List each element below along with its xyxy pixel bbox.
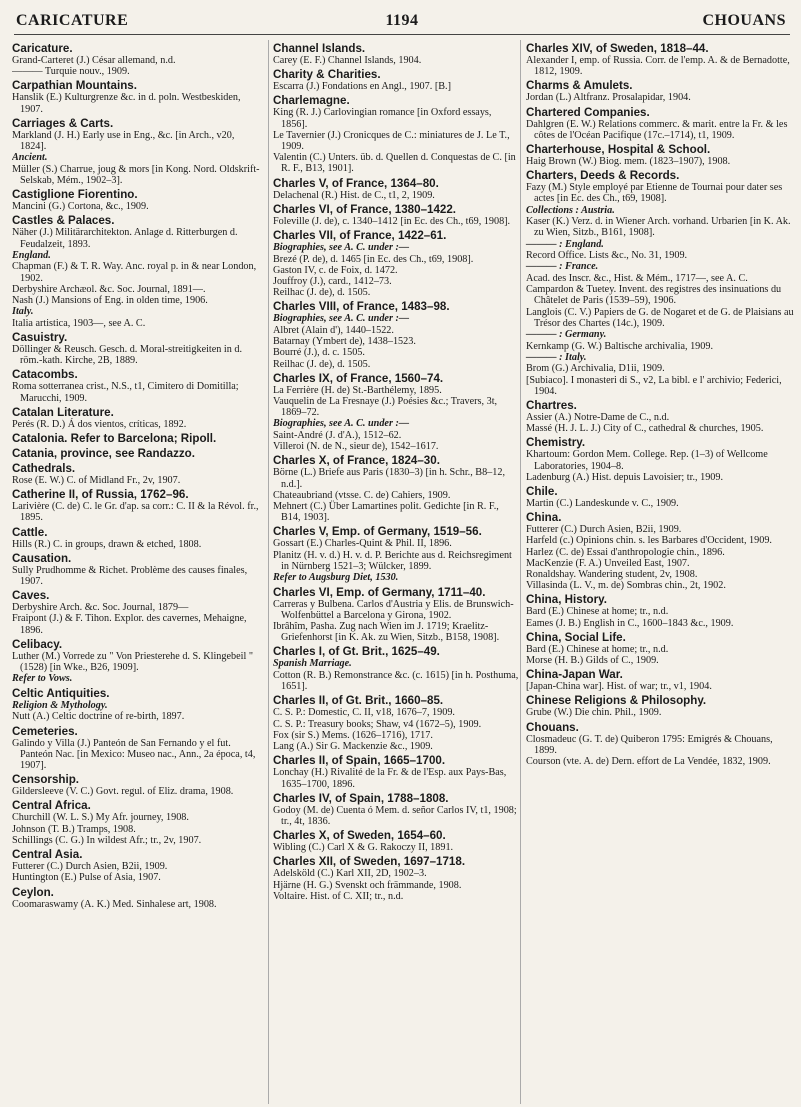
subheading: Ancient. [12, 152, 48, 164]
subheading: Biographies, see A. C. under :— [273, 313, 410, 325]
index-entry: Saint-André (J. d'A.), 1512–62. [273, 430, 402, 442]
index-entry: Eames (J. B.) English in C., 1600–1843 &c., 1909. [526, 617, 734, 629]
subject-heading: Catalan Literature. [12, 405, 114, 419]
subject-heading: Charles X, of France, 1824–30. [273, 454, 440, 468]
index-entry: Kernkamp (G. W.) Baltische archivalia, 1909. [526, 340, 713, 352]
index-column-2 [268, 40, 519, 1104]
index-entry: Huntington (E.) Pulse of Asia, 1907. [12, 872, 161, 884]
subject-heading: China-Japan War. [526, 668, 623, 682]
index-entry: Foleville (J. de), c. 1340–1412 [in Ec. des Ch., t69, 1908]. [273, 215, 511, 227]
index-entry: Müller (S.) Charrue, joug & mors [in Kong. Nord. Oldskrift-Selskab, Mém., 1902–3]. [12, 163, 260, 187]
index-entry: Delachenal (R.) Hist. de C., t1, 2, 1909. [273, 189, 435, 201]
index-entry: Gaston IV, c. de Foix, d. 1472. [273, 264, 398, 276]
subject-heading: Charles VIII, of France, 1483–98. [273, 300, 450, 314]
subject-heading: Charters, Deeds & Records. [526, 169, 680, 183]
index-entry: Harfeld (c.) Opinions chin. s. les Barbares d'Occident, 1909. [526, 535, 772, 547]
subject-heading: Channel Islands. [273, 42, 366, 55]
subject-heading: Casuistry. [12, 331, 68, 345]
index-entry: Ronaldshay. Wandering student, 2v, 1908. [526, 569, 698, 581]
subject-heading: China, History. [526, 593, 607, 607]
index-entry: Futterer (C.) Durch Asien, B2ii, 1909. [12, 861, 168, 873]
index-entry: Lonchay (H.) Rivalité de la Fr. & de l'Esp. aux Pays-Bas, 1635–1700, 1896. [273, 767, 507, 790]
index-entry: Planitz (H. v. d.) H. v. d. P. Berichte aus d. Reichsregiment in Nürnberg 1521–3; Wülcker, 1899. [273, 549, 512, 572]
index-entry: Döllinger & Reusch. Gesch. d. Moral-streitigkeiten in d. röm.-kath. Kirche, 2B, 1889. [12, 344, 243, 367]
subheading: ——— : Germany. [526, 329, 607, 341]
index-entry: Reilhac (J. de), d. 1505. [273, 287, 371, 299]
subject-heading: Celibacy. [12, 637, 63, 651]
index-entry: Lang (A.) Sir G. Mackenzie &c., 1909. [273, 741, 433, 753]
index-entry: Hills (R.) C. in groups, drawn & etched, 1808. [12, 538, 202, 550]
subject-heading: Cathedrals. [12, 462, 76, 476]
index-entry: Cotton (R. B.) Remonstrance &c. (c. 1615) [in h. Posthuma, 1651]. [273, 670, 519, 693]
index-entry: Carey (E. F.) Channel Islands, 1904. [273, 55, 422, 66]
subheading: Biographies, see A. C. under :— [273, 418, 410, 430]
index-entry: Fraipont (J.) & F. Tihon. Explor. des cavernes, Mehaigne, 1896. [12, 613, 247, 636]
index-entry: Fazy (M.) Style employé par Etienne de Tournai pour dater ses actes [in Ec. des Ch., t69, 1908]. [526, 182, 783, 205]
index-entry: Reilhac (J. de), d. 1505. [273, 358, 371, 370]
subject-heading: Catania, province, see Randazzo. [12, 447, 195, 461]
subject-heading: Charles IV, of Spain, 1788–1808. [273, 791, 449, 805]
index-entry: ——— Turquie nouv., 1909. [12, 66, 130, 78]
index-entry: Wibling (C.) Carl X & G. Rakoczy II, 1891. [273, 842, 454, 854]
index-entry: Harlez (C. de) Essai d'anthropologie chin., 1896. [526, 546, 725, 558]
subheading: ——— : France. [526, 261, 599, 273]
index-entry: [Subiaco]. I monasteri di S., v2, La bibl. e l' archivio; Federici, 1904. [526, 374, 782, 397]
index-entry: Sully Prudhomme & Richet. Problème des causes finales, 1907. [12, 564, 248, 588]
subheading: Refer to Vows. [12, 673, 73, 685]
index-entry: Alexander I, emp. of Russia. Corr. de l'emp. A. & de Bernadotte, 1812, 1909. [526, 55, 790, 78]
subject-heading: Caricature. [12, 42, 73, 55]
subheading: ——— : England. [526, 238, 604, 250]
subject-heading: Charterhouse, Hospital & School. [526, 143, 711, 157]
index-entry: Fox (sir S.) Mems. (1626–1716), 1717. [273, 729, 433, 741]
index-entry: Martin (C.) Landeskunde v. C., 1909. [526, 498, 679, 510]
index-entry: Brom (G.) Archivalia, D1ii, 1909. [526, 363, 665, 375]
index-entry: Ladenburg (A.) Hist. depuis Lavoisier; tr., 1909. [526, 471, 724, 483]
subject-heading: Central Asia. [12, 848, 83, 862]
index-entry: Kaser (K.) Verz. d. in Wiener Arch. vorhand. Urbarien [in K. Ak. zu Wien, Sitzb., B161, 1908]. [526, 216, 791, 239]
index-entry: Gildersleeve (V. C.) Govt. regul. of Eliz. drama, 1908. [12, 786, 234, 798]
index-entry: Khartoum: Gordon Mem. College. Rep. (1–3) of Wellcome Laboratories, 1904–8. [526, 449, 768, 472]
index-entry: Derbyshire Archæol. &c. Soc. Journal, 1891—. [12, 283, 206, 295]
subheading: Spanish Marriage. [273, 658, 352, 670]
index-entry: Roma sotterranea crist., N.S., t1, Cimitero di Domitilla; Marucchi, 1909. [12, 381, 239, 404]
index-entry: Grube (W.) Die chin. Phil., 1909. [526, 707, 662, 719]
index-entry: Hanslik (E.) Kulturgrenze &c. in d. poln. Westbeskiden, 1907. [12, 92, 241, 115]
index-column-3 [520, 40, 794, 1104]
subject-heading: Charlemagne. [273, 94, 350, 108]
index-entry: Gossart (E.) Charles-Quint & Phil. II, 1896. [273, 538, 452, 550]
index-entry: Coomaraswamy (A. K.) Med. Sinhalese art, 1908. [12, 898, 217, 910]
index-entry: Adelsköld (C.) Karl XII, 2D, 1902–3. [273, 868, 427, 880]
index-entry: Nutt (A.) Celtic doctrine of re-birth, 1897. [12, 711, 185, 723]
index-entry: Escarra (J.) Fondations en Angl., 1907. [B.] [273, 81, 451, 93]
index-entry: Massé (H. J. L. J.) City of C., cathedral & churches, 1905. [526, 423, 764, 435]
index-entry: Campardon & Tuetey. Invent. des registres des insinuations du Châtelet de Paris (1539–59), 1906. [526, 284, 782, 307]
index-entry: Le Tavernier (J.) Cronicques de C.: miniatures de J. Le T., 1909. [273, 129, 510, 153]
subject-heading: Catalonia. Refer to Barcelona; Ripoll. [12, 432, 217, 446]
subheading: England. [12, 249, 51, 261]
index-entry: Langlois (C. V.) Papiers de G. de Nogaret et de G. de Plaisians au Trésor des Chartes (14c.), 1909. [526, 306, 794, 329]
subject-heading: Carriages & Carts. [12, 116, 114, 130]
subject-heading: Charles X, of Sweden, 1654–60. [273, 829, 446, 843]
subject-heading: Charles XIV, of Sweden, 1818–44. [526, 42, 709, 55]
subheading: ——— : Italy. [526, 351, 587, 363]
subheading: Collections : Austria. [526, 204, 615, 216]
index-entry: Börne (L.) Briefe aus Paris (1830–3) [in h. Schr., B8–12, n.d.]. [273, 467, 506, 490]
index-entry: Brezé (P. de), d. 1465 [in Ec. des Ch., t69, 1908]. [273, 253, 474, 265]
index-entry: C. S. P.: Domestic, C. II, v18, 1676–7, 1909. [273, 707, 455, 719]
subject-heading: Chinese Religions & Philosophy. [526, 694, 707, 708]
index-entry: Derbyshire Arch. &c. Soc. Journal, 1879— [12, 602, 189, 614]
subject-heading: Chemistry. [526, 436, 586, 450]
index-entry: Villasinda (L. V., m. de) Sombras chin., 2t, 1902. [526, 580, 726, 592]
subject-heading: Charms & Amulets. [526, 79, 633, 93]
index-entry: Voltaire. Hist. of C. XII; tr., n.d. [273, 890, 404, 902]
index-entry: Larivière (C. de) C. le Gr. d'ap. sa corr.: C. II & la Révol. fr., 1895. [12, 501, 259, 524]
index-entry: Closmadeuc (G. T. de) Quiberon 1795: Emigrés & Chouans, 1899. [526, 733, 773, 756]
subject-heading: Chartered Companies. [526, 105, 650, 119]
subject-heading: Castles & Palaces. [12, 214, 115, 228]
index-entry: Morse (H. B.) Gilds of C., 1909. [526, 655, 659, 667]
subject-heading: Chartres. [526, 399, 577, 413]
index-entry: [Japan-China war]. Hist. of war; tr., v1, 1904. [526, 681, 712, 693]
header-right-word: CHOUANS [702, 12, 786, 29]
header-left-word: CARICATURE [16, 12, 129, 29]
index-entry: Futterer (C.) Durch Asien, B2ii, 1909. [526, 524, 682, 536]
index-entry: Record Office. Lists &c., No. 31, 1909. [526, 250, 688, 262]
subject-heading: Censorship. [12, 773, 79, 787]
index-entry: Bard (E.) Chinese at home; tr., n.d. [526, 606, 669, 618]
subject-heading: Ceylon. [12, 885, 54, 899]
subheading: Biographies, see A. C. under :— [273, 242, 410, 254]
subject-heading: Charles II, of Spain, 1665–1700. [273, 754, 446, 768]
index-entry: Rose (E. W.) C. of Midland Fr., 2v, 1907. [12, 475, 181, 487]
index-entry: Hjärne (H. G.) Svenskt och främmande, 1908. [273, 879, 462, 891]
index-entry: Galindo y Villa (J.) Panteón de San Fernando y el fut. Panteón Nac. [in Mexico: Museo nac., Ann., 2a época, t4, 1907]. [12, 737, 256, 772]
index-entry: Grand-Carteret (J.) César allemand, n.d. [12, 55, 176, 66]
subject-heading: Carpathian Mountains. [12, 79, 137, 93]
subheading: Refer to Augsburg Diet, 1530. [273, 572, 399, 584]
index-entry: Vauquelin de La Fresnaye (J.) Poésies &c.; Travers, 3t, 1869–72. [273, 396, 498, 419]
subject-heading: Celtic Antiquities. [12, 686, 110, 700]
subject-heading: China, Social Life. [526, 630, 626, 644]
index-entry: Bourré (J.), d. c. 1505. [273, 347, 365, 359]
index-entry: Villeroi (N. de N., sieur de), 1542–1617. [273, 441, 439, 453]
index-entry: Haig Brown (W.) Biog. mem. (1823–1907), 1908. [526, 156, 731, 168]
index-entry: Jouffroy (J.), card., 1412–73. [273, 276, 392, 288]
subject-heading: Charles V, of France, 1364–80. [273, 176, 439, 190]
page-header [14, 10, 790, 35]
subject-heading: Castiglione Fiorentino. [12, 188, 138, 202]
subject-heading: Catherine II, of Russia, 1762–96. [12, 488, 189, 502]
index-entry: Assier (A.) Notre-Dame de C., n.d. [526, 412, 670, 424]
index-entry: Schillings (C. G.) In wildest Afr.; tr., 2v, 1907. [12, 834, 202, 846]
index-entry: Jordan (L.) Altfranz. Prosalapidar, 1904. [526, 92, 691, 104]
index-entry: King (R. J.) Carlovingian romance [in Oxford essays, 1856]. [273, 107, 492, 130]
subject-heading: Charles VI, Emp. of Germany, 1711–40. [273, 585, 486, 599]
subject-heading: Central Africa. [12, 799, 91, 813]
index-column-1 [12, 40, 260, 1104]
index-entry: Dahlgren (E. W.) Relations commerc. & marit. entre la Fr. & les côtes de l'Océan Pacifique (17c.–1714), t1, 1909. [526, 118, 788, 141]
index-entry: MacKenzie (F. A.) Unveiled East, 1907. [526, 557, 690, 569]
subject-heading: Chile. [526, 485, 558, 499]
index-entry: Mehnert (C.) Über Lamartines polit. Gedichte [in R. F., B14, 1903]. [273, 501, 499, 524]
subject-heading: Catacombs. [12, 368, 78, 382]
index-entry: Courson (vte. A. de) Dern. effort de La Vendée, 1832, 1909. [526, 756, 771, 768]
subject-heading: Chouans. [526, 720, 579, 734]
index-entry: Chapman (F.) & T. R. Way. Anc. royal p. in & near London, 1902. [12, 261, 257, 284]
subject-heading: Charles V, Emp. of Germany, 1519–56. [273, 525, 482, 539]
index-entry: Albret (Alain d'), 1440–1522. [273, 325, 394, 337]
subject-heading: Charles XII, of Sweden, 1697–1718. [273, 855, 466, 869]
subject-heading: Charles I, of Gt. Brit., 1625–49. [273, 645, 440, 659]
index-entry: Italia artistica, 1903—, see A. C. [12, 317, 146, 329]
index-entry: Acad. des Inscr. &c., Hist. & Mém., 1717—, see A. C. [526, 273, 748, 285]
index-entry: Näher (J.) Militärarchitekton. Anlage d. Ritterburgen d. Feudalzeit, 1893. [12, 227, 238, 250]
index-entry: Bard (E.) Chinese at home; tr., n.d. [526, 643, 669, 655]
index-entry: C. S. P.: Treasury books; Shaw, v4 (1672–5), 1909. [273, 718, 482, 730]
subject-heading: Cemeteries. [12, 724, 78, 738]
index-entry: Johnson (T. B.) Tramps, 1908. [12, 823, 136, 835]
index-entry: Carreras y Bulbena. Carlos d'Austria y Elis. de Brunswich-Wolfenbüttel a Barcelona y Girona, 1902. [273, 598, 514, 621]
subject-heading: Cattle. [12, 525, 48, 539]
index-entry: Mancini (G.) Cortona, &c., 1909. [12, 201, 149, 213]
subject-heading: Charles VI, of France, 1380–1422. [273, 202, 457, 216]
subject-heading: Caves. [12, 589, 50, 603]
subheading: Italy. [12, 306, 34, 318]
index-entry: Markland (J. H.) Early use in Eng., &c. [in Arch., v20, 1824]. [12, 129, 235, 153]
subject-heading: Charles IX, of France, 1560–74. [273, 371, 444, 385]
index-entry: Godoy (M. de) Cuenta ó Mem. d. señor Carlos IV, t1, 1908; tr., 4t, 1836. [273, 804, 517, 827]
subject-heading: Causation. [12, 551, 72, 565]
index-entry: Nash (J.) Mansions of Eng. in olden time, 1906. [12, 295, 208, 307]
subject-heading: Charles II, of Gt. Brit., 1660–85. [273, 694, 444, 708]
index-entry: Perés (R. D.) Á dos vientos, críticas, 1892. [12, 418, 187, 430]
index-entry: Churchill (W. L. S.) My Afr. journey, 1908. [12, 812, 189, 824]
subject-heading: China. [526, 511, 562, 525]
subject-heading: Charles VII, of France, 1422–61. [273, 229, 447, 243]
subject-heading: Charity & Charities. [273, 68, 381, 82]
index-entry: Batarnay (Ymbert de), 1438–1523. [273, 336, 416, 348]
subheading: Religion & Mythology. [12, 699, 108, 711]
index-entry: Luther (M.) Vorrede zu " Von Priesterehe d. S. Klingebeil " (1528) [in Wke., B26, 1909]. [12, 650, 253, 674]
index-entry: Valentin (C.) Unters. üb. d. Quellen d. Conquestas de C. [in R. F., B13, 1901]. [273, 152, 516, 175]
index-entry: La Ferrière (H. de) St.-Barthélemy, 1895. [273, 384, 442, 396]
index-entry: Ibrâhîm, Pasha. Zug nach Wien im J. 1719; Kraelitz-Griefenhorst [in K. Ak. zu Wien, Sitzb., B158, 1908]. [273, 621, 500, 644]
page-number: 1194 [385, 12, 419, 29]
index-entry: Chateaubriand (vtsse. C. de) Cahiers, 1909. [273, 489, 451, 501]
